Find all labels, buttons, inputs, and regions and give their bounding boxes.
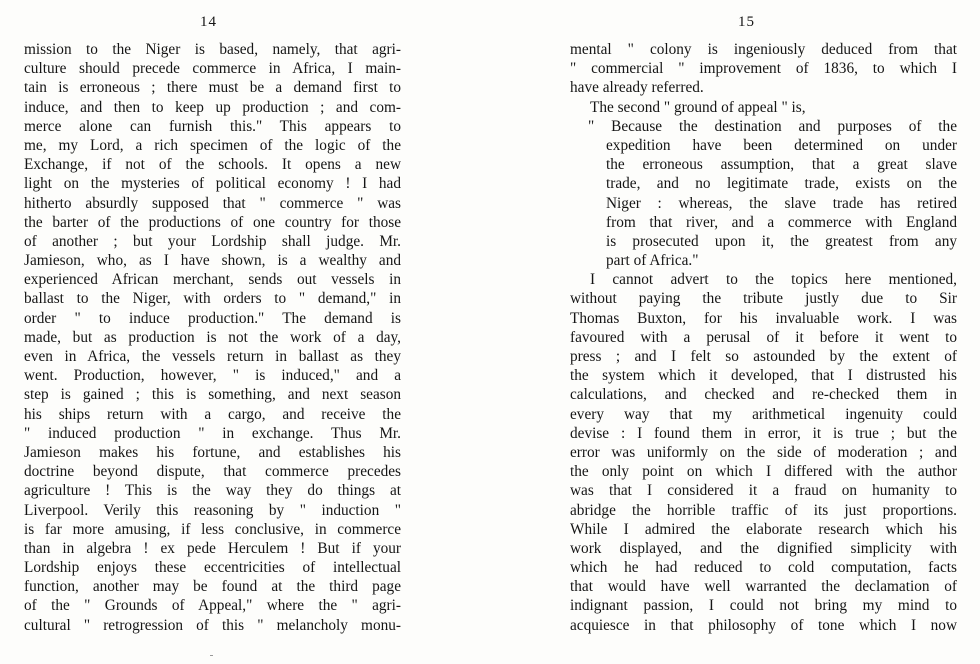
text-line: is far more amusing, if less conclusive, in commerce [24,520,401,538]
text-line: work displayed, and the dignified simplicity with [570,539,957,557]
text-line: abridge the horrible traffic of its just proportions. [570,501,957,519]
text-line: was that I considered it a fraud on humanity to [570,482,957,500]
block-quote [570,117,957,271]
text-line: favoured with a perusal of it before it went to [570,328,957,346]
page-body [24,40,401,635]
text-line: Lordship enjoys these eccentricities of intellectual [24,559,401,577]
text-line: culture should precede commerce in Africa, I main- [24,60,401,78]
text-line: Jamieson, who, as I have shown, is a wealthy and [24,252,401,270]
page-body [570,40,957,635]
page-number: 14 [200,14,217,30]
quote-line: Niger : whereas, the slave trade has retired [606,194,957,212]
text-line: tain is erroneous ; there must be a demand first to [24,79,401,97]
quote-line: is prosecuted upon it, the greatest from any [606,232,957,250]
text-line: press ; and I felt so astounded by the extent of [570,348,957,365]
quote-line: expedition have been determined on under [606,136,957,154]
text-line: I cannot advert to the topics here mentioned, [590,271,957,289]
text-line: merce alone can furnish this." This appears to [24,117,401,135]
text-line: calculations, and checked and re-checked them in [570,386,957,404]
text-line: made, but as production is not the work of a day, [24,328,401,346]
text-line: While I admired the elaborate research which his [570,520,957,538]
text-line: indignant passion, I could not bring my mind to [570,597,957,615]
text-line: " commercial " improvement of 1836, to which I [570,60,957,78]
text-line: the only point on which I differed with the author [570,463,957,481]
text-line: light on the mysteries of political economy ! I had [24,175,401,193]
text-line: experienced African merchant, sends out vessels in [24,271,401,289]
text-line: cultural " retrogression of this " melancholy monu- [24,616,401,634]
text-line: Thomas Buxton, for his invaluable work. I was [570,309,957,327]
text-line: agriculture ! This is the way they do things at [24,482,401,500]
text-line: me, my Lord, a rich specimen of the logic of the [24,136,401,154]
text-line: error was uniformly on the side of moderation ; and [570,443,957,461]
quote-line: the erroneous assumption, that a great slave [606,156,957,174]
paragraph-intro: The second " ground of appeal " is, [590,98,806,116]
text-line: of the " Grounds of Appeal," where the " agri- [24,597,401,615]
text-line: without paying the tribute justly due to Sir [570,290,957,308]
text-line: of another ; but your Lordship shall judge. Mr. [24,232,401,250]
text-line: his ships return with a cargo, and receive the [24,405,401,423]
text-line: even in Africa, the vessels return in ballast as they [24,348,401,365]
quote-line: trade, and no legitimate trade, exists on the [606,175,957,193]
text-line: function, another may be found at the third page [24,578,401,596]
quote-line: from that river, and a commerce with England [606,213,957,231]
text-line: Exchange, if not of the schools. It opens a new [24,156,401,174]
text-line: the system which it developed, that I distrusted his [570,367,957,385]
text-line: mission to the Niger is based, namely, that agri- [24,41,401,58]
text-line: induce, and then to keep up production ; and com- [24,98,401,116]
text-line: the barter of the productions of one country for those [24,213,401,231]
text-line: mental " colony is ingeniously deduced from that [570,41,957,58]
text-line: doctrine beyond dispute, that commerce precedes [24,463,401,481]
text-line: acquiesce in that philosophy of tone which I now [570,616,957,634]
text-line: which he had reduced to cold computation, facts [570,559,957,577]
text-line: " induced production " in exchange. Thus Mr. [24,424,401,442]
quote-line: " Because the destination and purposes of the [588,117,957,135]
text-line: order " to induce production." The demand is [24,309,401,327]
text-line: every way that my arithmetical ingenuity could [570,405,957,423]
right-page [490,0,980,664]
text-line: devise : I found them in error, it is true ; but the [570,424,957,442]
text-line: have already referred. [570,79,704,97]
text-line: than in algebra ! ex pede Herculem ! But if your [24,539,401,557]
text-line: hitherto absurdly supposed that " commerce " was [24,194,401,212]
page-number: 15 [738,14,755,30]
print-speck [210,655,213,656]
text-line: went. Production, however, " is induced," and a [24,367,401,385]
text-line: Liverpool. Verily this reasoning by " induction " [24,501,401,519]
text-line: Jamieson makes his fortune, and establishes his [24,443,401,461]
quote-line: part of Africa." [606,252,699,270]
text-line: step is gained ; this is something, and next season [24,386,401,404]
text-line: ballast to the Niger, with orders to " demand," in [24,290,401,308]
text-line: that would have well warranted the declamation of [570,578,957,596]
